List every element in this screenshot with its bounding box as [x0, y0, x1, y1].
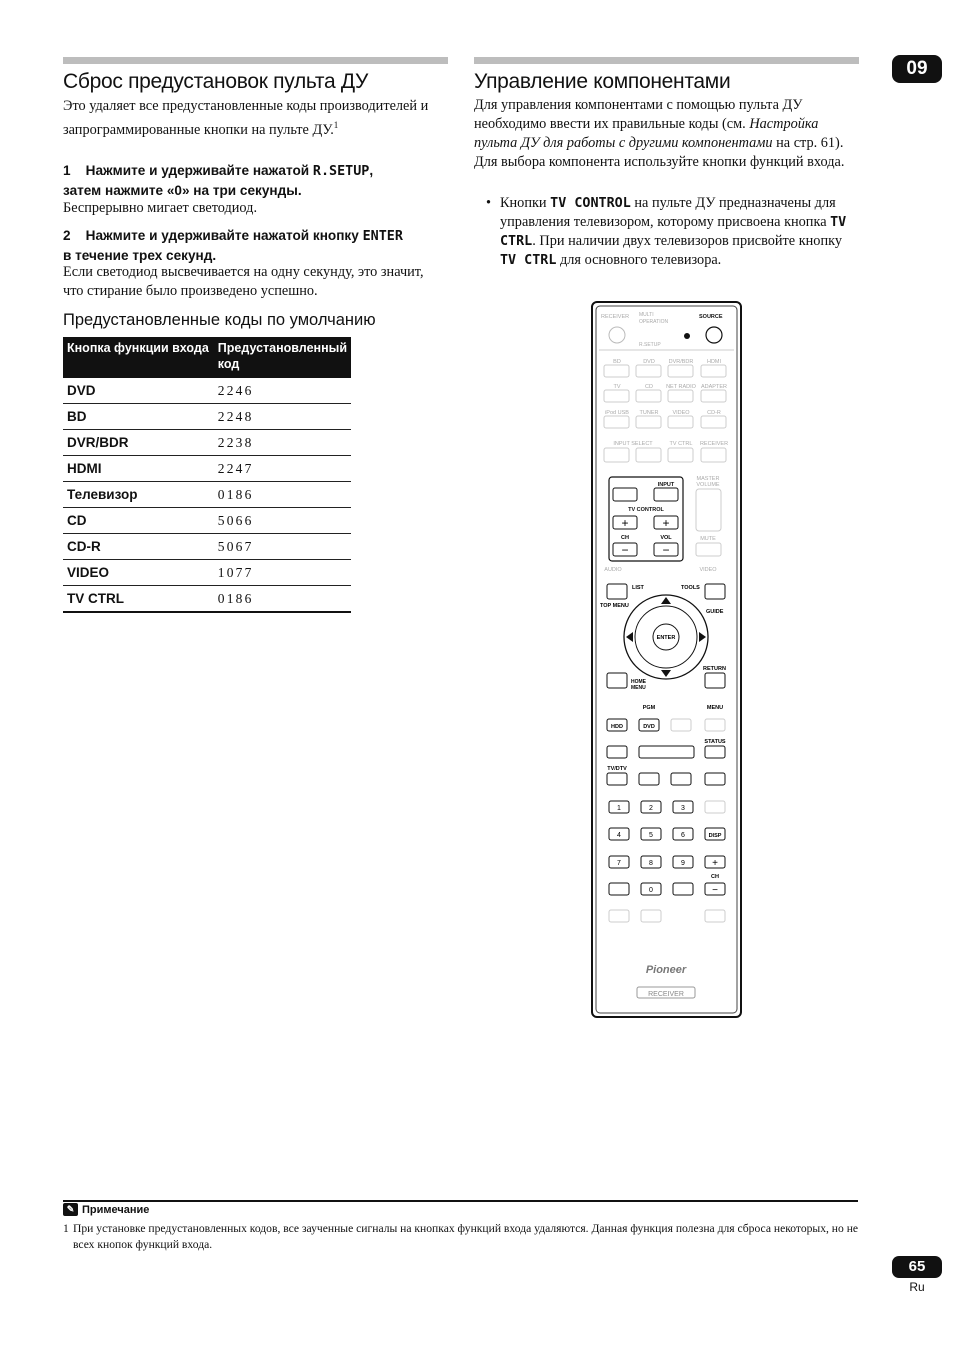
svg-text:TOP MENU: TOP MENU: [600, 603, 629, 609]
right-header-bar: [474, 57, 859, 64]
cross-reference-link[interactable]: Настройка пульта ДУ для работы с другими компонентами: [474, 116, 819, 151]
svg-text:RECEIVER: RECEIVER: [601, 314, 630, 320]
step-1-detail: Беспрерывно мигает светодиод.: [63, 200, 258, 216]
svg-text:PGM: PGM: [642, 705, 656, 711]
svg-text:NET RADIO: NET RADIO: [666, 384, 696, 390]
table-row: Телевизор 0186: [63, 482, 351, 508]
svg-text:8: 8: [649, 860, 653, 867]
svg-text:5: 5: [649, 832, 653, 839]
svg-text:ENTER: ENTER: [656, 635, 676, 641]
svg-text:MENU: MENU: [706, 705, 724, 711]
svg-text:VIDEO: VIDEO: [699, 567, 717, 573]
svg-text:TV CONTROL: TV CONTROL: [628, 507, 664, 513]
remote-control-illustration: [591, 301, 742, 1018]
svg-text:STATUS: STATUS: [704, 739, 726, 745]
svg-text:TV: TV: [613, 384, 621, 390]
svg-text:TOOLS: TOOLS: [681, 585, 700, 591]
key-r-setup: R.SETUP: [312, 164, 370, 179]
svg-text:INPUT SELECT: INPUT SELECT: [613, 441, 653, 447]
table-row: DVR/BDR 2238: [63, 430, 351, 456]
svg-text:7: 7: [617, 860, 621, 867]
svg-text:OPERATION: OPERATION: [639, 319, 669, 325]
svg-text:LIST: LIST: [632, 585, 644, 591]
svg-text:4: 4: [617, 832, 621, 839]
components-paragraph: Для управления компонентами с помощью пульта ДУ необходимо ввести их правильные коды (см. Настройка пульта ДУ для работы с другими компонентами на стр. 61). Для выбора компонента используйте кнопки функций входа.: [474, 97, 845, 170]
svg-text:SOURCE: SOURCE: [699, 314, 723, 320]
svg-text:DVD: DVD: [643, 359, 655, 365]
table-row: BD 2248: [63, 404, 351, 430]
step-2: 2 Нажмите и удерживайте нажатой кнопку ENTER в течение трех секунд.: [63, 228, 403, 263]
svg-text:−: −: [662, 543, 670, 557]
table-row: DVD 2246: [63, 378, 351, 404]
svg-text:CH: CH: [621, 535, 629, 541]
reset-section-title: Сброс предустановок пульта ДУ: [63, 70, 369, 93]
table-row: VIDEO 1077: [63, 560, 351, 586]
svg-text:Pioneer: Pioneer: [645, 964, 687, 976]
column-header-code: Предустановленный код: [214, 337, 351, 378]
svg-text:RECEIVER: RECEIVER: [648, 991, 684, 998]
svg-text:3: 3: [681, 805, 685, 812]
svg-text:HDMI: HDMI: [706, 359, 722, 365]
footnote-mark: 1: [333, 120, 339, 130]
table-row: HDMI 2247: [63, 456, 351, 482]
svg-text:TV/DTV: TV/DTV: [607, 766, 627, 772]
svg-text:+: +: [712, 858, 718, 869]
language-label: Ru: [909, 1280, 925, 1294]
column-header-input: Кнопка функции входа: [63, 337, 214, 378]
chapter-tab: 09: [892, 55, 942, 83]
tv-control-bullet: • Кнопки TV CONTROL на пульте ДУ предназначены для управления телевизором, которому присвоена кнопка TV CTRL. При наличии двух телевизоров присвойте кнопку TV CTRL для основного телевизора.: [486, 195, 847, 268]
svg-text:2: 2: [649, 805, 653, 812]
svg-text:BD: BD: [613, 359, 621, 365]
svg-text:−: −: [712, 885, 718, 896]
svg-text:TV CTRL: TV CTRL: [669, 441, 693, 447]
svg-text:6: 6: [681, 832, 685, 839]
default-codes-table: [63, 337, 351, 613]
reset-intro: Это удаляет все предустановленные коды производителей и запрограммированные кнопки на пульте ДУ.$^1$: [63, 98, 429, 138]
svg-text:R.SETUP: R.SETUP: [639, 342, 661, 348]
svg-text:1: 1: [617, 805, 621, 812]
left-header-bar: [63, 57, 448, 64]
key-enter: ENTER: [362, 229, 403, 244]
footnote-text: 1 При установке предустановленных кодов, все заученные сигналы на кнопках функций входа удаляются. Данная функция полезна для сброса некоторых, но не всех кнопок функций входа.: [63, 1222, 859, 1251]
svg-text:HDD: HDD: [611, 724, 623, 730]
svg-text:RETURN: RETURN: [703, 666, 726, 672]
step-1: 1 Нажмите и удерживайте нажатой R.SETUP, затем нажмите «0» на три секунды.: [63, 163, 374, 198]
svg-text:VOLUME: VOLUME: [696, 482, 720, 488]
svg-text:HOME: HOME: [631, 679, 646, 685]
svg-text:ADAPTER: ADAPTER: [701, 384, 727, 390]
svg-text:DISP: DISP: [708, 833, 722, 839]
svg-text:RECEIVER: RECEIVER: [699, 441, 729, 447]
step-2-detail: Если светодиод высвечивается на одну секунду, это значит, что стирание было произведено успешно.: [63, 264, 424, 299]
svg-text:TUNER: TUNER: [639, 410, 659, 416]
svg-text:VIDEO: VIDEO: [672, 410, 690, 416]
pencil-note-icon: ✎: [63, 1203, 78, 1216]
svg-text:AUDIO: AUDIO: [604, 567, 622, 573]
default-codes-heading: Предустановленные коды по умолчанию: [63, 311, 376, 329]
svg-text:GUIDE: GUIDE: [706, 609, 724, 615]
svg-text:MUTE: MUTE: [700, 536, 716, 542]
table-row: CD 5066: [63, 508, 351, 534]
components-section-title: Управление компонентами: [474, 70, 731, 93]
svg-text:9: 9: [681, 860, 685, 867]
svg-text:INPUT: INPUT: [657, 482, 675, 488]
svg-text:−: −: [621, 543, 629, 557]
svg-text:DVD: DVD: [643, 724, 655, 730]
svg-text:CD: CD: [645, 384, 653, 390]
svg-text:+: +: [621, 516, 629, 530]
svg-text:+: +: [662, 516, 670, 530]
bullet-mark: •: [486, 195, 492, 211]
table-row: CD-R 5067: [63, 534, 351, 560]
svg-text:MENU: MENU: [631, 685, 646, 691]
note-heading: ✎ Примечание: [63, 1203, 149, 1216]
footnote-divider: [63, 1200, 858, 1202]
page-number: 65: [892, 1256, 942, 1278]
svg-text:iPod USB: iPod USB: [605, 410, 629, 416]
svg-text:CH: CH: [711, 874, 719, 880]
table-row: TV CTRL 0186: [63, 586, 351, 613]
svg-text:VOL: VOL: [660, 535, 672, 541]
svg-text:CD-R: CD-R: [707, 410, 721, 416]
svg-text:0: 0: [649, 887, 653, 894]
svg-text:DVR/BDR: DVR/BDR: [668, 359, 694, 365]
svg-text:MASTER: MASTER: [696, 476, 720, 482]
svg-text:MULTI: MULTI: [639, 312, 654, 318]
